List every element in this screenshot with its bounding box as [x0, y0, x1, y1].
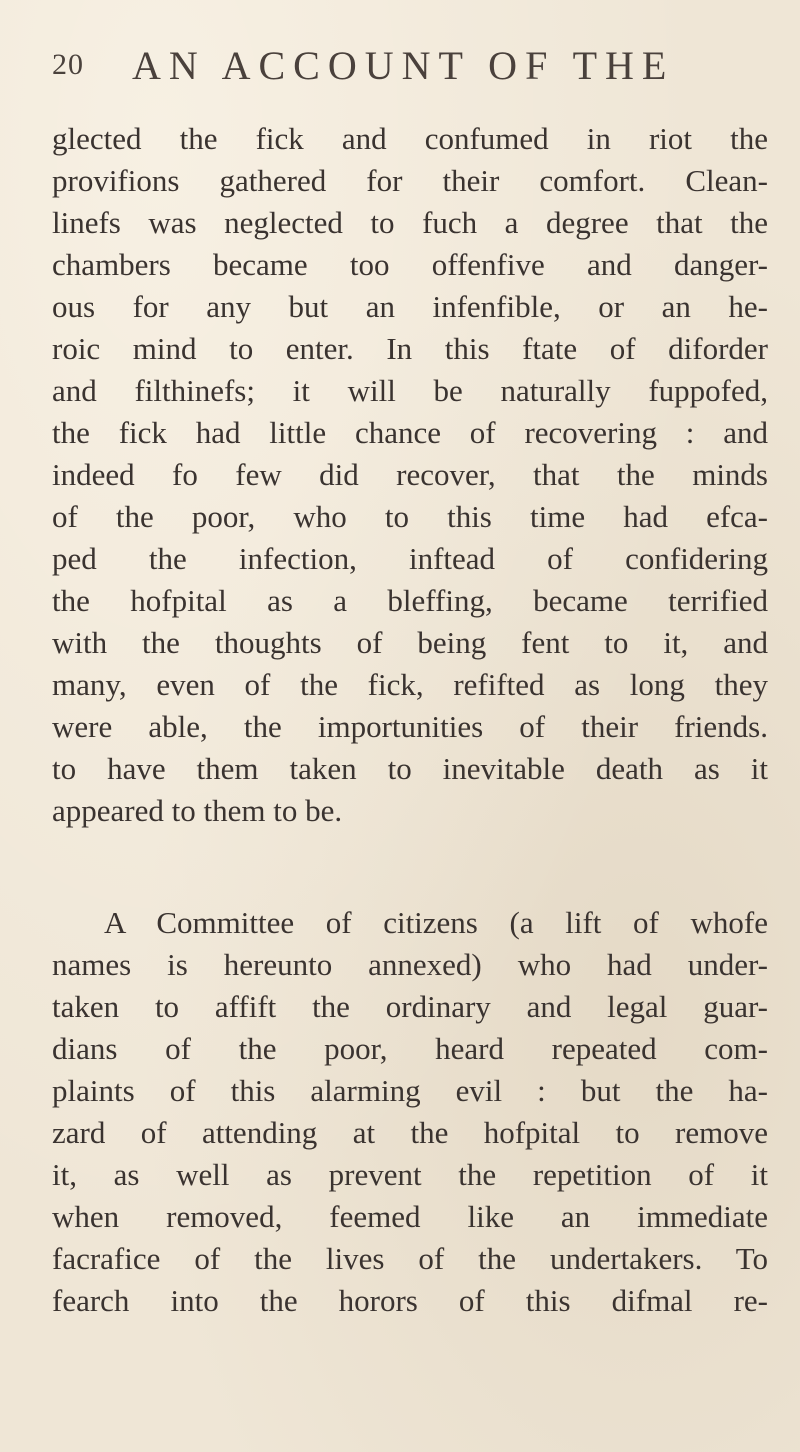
text-line: of the poor, who to this time had efca- [52, 499, 768, 534]
body-text [52, 118, 768, 1322]
text-line: ped the infection, inftead of confidering [52, 541, 768, 576]
paragraph-1 [52, 118, 768, 832]
text-line: indeed fo few did recover, that the minds [52, 457, 768, 492]
text-line: appeared to them to be. [52, 793, 343, 828]
text-line: were able, the importunities of their friends. [52, 709, 768, 744]
text-line: fearch into the horors of this difmal re- [52, 1283, 768, 1318]
text-line: taken to affift the ordinary and legal guar- [52, 989, 768, 1024]
text-line: glected the fick and confumed in riot the [52, 121, 768, 156]
text-line: linefs was neglected to fuch a degree that the [52, 205, 768, 240]
text-line: A Committee of citizens (a lift of whofe [104, 905, 768, 940]
text-line: ous for any but an infenfible, or an he- [52, 289, 768, 324]
running-title: AN ACCOUNT OF THE [132, 43, 675, 88]
text-line: chambers became too offenfive and danger- [52, 247, 768, 282]
paragraph-2 [52, 902, 768, 1322]
text-line: names is hereunto annexed) who had under- [52, 947, 768, 982]
text-line: many, even of the fick, refifted as long they [52, 667, 768, 702]
text-line: zard of attending at the hofpital to remove [52, 1115, 768, 1150]
text-line: with the thoughts of being fent to it, and [52, 625, 768, 660]
running-head [48, 40, 768, 90]
text-line: the hofpital as a bleffing, became terrified [52, 583, 768, 618]
text-line: the fick had little chance of recovering : and [52, 415, 768, 450]
text-line: provifions gathered for their comfort. Clean- [52, 163, 768, 198]
text-line: it, as well as prevent the repetition of it [52, 1157, 768, 1192]
text-line: facrafice of the lives of the undertakers. To [52, 1241, 768, 1276]
text-line: when removed, feemed like an immediate [52, 1199, 768, 1234]
text-line: and filthinefs; it will be naturally fuppofed, [52, 373, 768, 408]
text-line: plaints of this alarming evil : but the ha- [52, 1073, 768, 1108]
text-line: roic mind to enter. In this ftate of diforder [52, 331, 768, 366]
text-line: to have them taken to inevitable death as it [52, 751, 768, 786]
page-number: 20 [52, 48, 84, 81]
text-line: dians of the poor, heard repeated com- [52, 1031, 768, 1066]
paragraph-gap [52, 832, 768, 902]
